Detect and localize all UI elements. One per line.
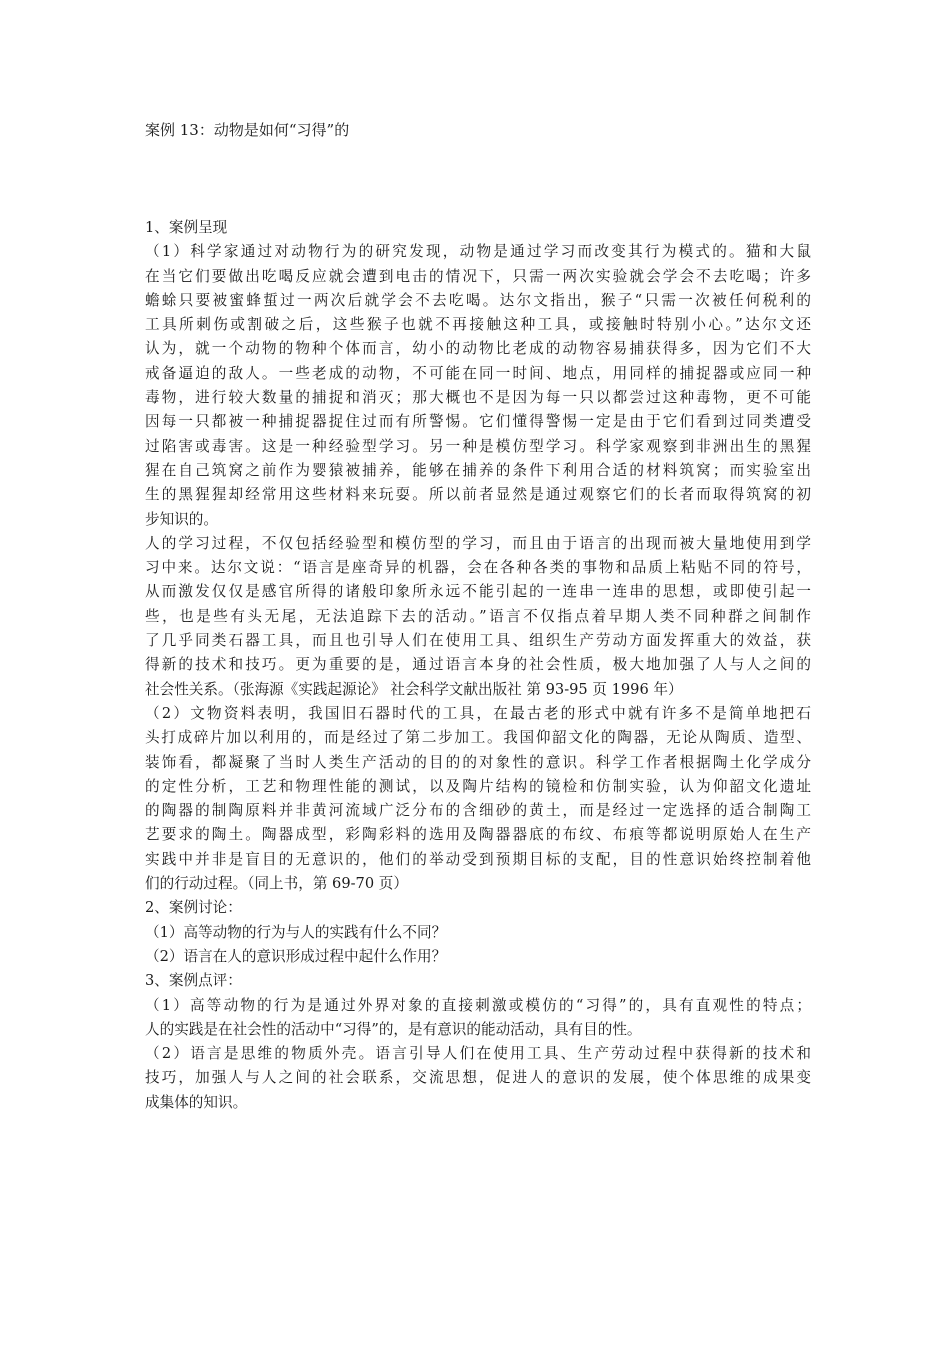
paragraph-line: 认为，就一个动物的物种个体而言，幼小的动物比老成的动物容易捕获得多，因为它们不大	[145, 340, 811, 358]
section-heading-case-presentation: 1、案例呈现	[145, 219, 228, 236]
section-heading-case-commentary: 3、案例点评：	[145, 972, 242, 990]
citation-line: 社会性关系。（张海源《实践起源论》 社会科学文献出版社 第 93-95 页 1996 年）	[145, 680, 683, 698]
paragraph-line: 从而激发仅仅是感官所得的诸般印象所永远不能引起的一连串一连串的思想，或即使引起一	[145, 583, 811, 601]
section-heading-case-discussion: 2、案例讨论：	[145, 899, 242, 917]
paragraph-line: （1）科学家通过对动物行为的研究发现，动物是通过学习而改变其行为模式的。猫和大鼠	[145, 243, 811, 261]
paragraph-line: 人的实践是在社会性的活动中“习得”的，是有意识的能动活动，具有目的性。	[145, 1020, 642, 1038]
discussion-question: （2）语言在人的意识形成过程中起什么作用？	[145, 947, 447, 965]
citation-line: 们的行动过程。（同上书，第 69-70 页）	[145, 875, 408, 893]
paragraph-line: 实践中并非是盲目的无意识的，他们的举动受到预期目标的支配，目的性意识始终控制着他	[145, 850, 811, 868]
paragraph-line: 猩在自己筑窝之前作为婴猿被捕养，能够在捕养的条件下利用合适的材料筑窝；而实验室出	[145, 461, 811, 479]
paragraph-line: 工具所刺伤或割破之后，这些猴子也就不再接触这种工具，或接触时特别小心。”达尔文还	[145, 316, 811, 334]
paragraph-line: 戒备逼迫的敌人。一些老成的动物，不可能在同一时间、地点，用同样的捕捉器或应同一种	[145, 364, 811, 382]
paragraph-line: 技巧，加强人与人之间的社会联系，交流思想，促进人的意识的发展，使个体思维的成果变	[145, 1069, 811, 1087]
paragraph-line: （2）语言是思维的物质外壳。语言引导人们在使用工具、生产劳动过程中获得新的技术和	[145, 1045, 811, 1063]
paragraph-line: （2）文物资料表明，我国旧石器时代的工具，在最古老的形式中就有许多不是简单地把石	[145, 704, 811, 722]
paragraph-line: 的定性分析，工艺和物理性能的测试，以及陶片结构的镜检和仿制实验，认为仰韶文化遗址	[145, 777, 811, 795]
paragraph-line: 习中来。达尔文说：“语言是座奇异的机器，会在各种各类的事物和品质上粘贴不同的符号，	[145, 559, 811, 577]
paragraph-line: 成集体的知识。	[145, 1093, 248, 1111]
paragraph-line: （1）高等动物的行为是通过外界对象的直接刺激或模仿的“习得”的，具有直观性的特点；	[145, 996, 811, 1014]
paragraph-line: 些，也是些有头无尾，无法追踪下去的活动。”语言不仅指点着早期人类不同种群之间制作	[145, 607, 811, 625]
paragraph-line: 人的学习过程，不仅包括经验型和模仿型的学习，而且由于语言的出现而被大量地使用到学	[145, 534, 811, 552]
paragraph-line: 生的黑猩猩却经常用这些材料来玩耍。所以前者显然是通过观察它们的长者而取得筑窝的初	[145, 486, 811, 504]
paragraph-line: 步知识的。	[145, 510, 218, 528]
paragraph-line: 过陷害或毒害。这是一种经验型学习。另一种是模仿型学习。科学家观察到非洲出生的黑猩	[145, 437, 811, 455]
document-title: 案例 13：动物是如何“习得”的	[145, 121, 350, 139]
paragraph-line: 在当它们要做出吃喝反应就会遭到电击的情况下，只需一两次实验就会学会不去吃喝；许多	[145, 267, 811, 285]
paragraph-line: 的陶器的制陶原料并非黄河流域广泛分布的含细砂的黄土，而是经过一定选择的适合制陶工	[145, 802, 811, 820]
paragraph-line: 因每一只都被一种捕捉器捉住过而有所警惕。它们懂得警惕一定是由于它们看到过同类遭受	[145, 413, 811, 431]
paragraph-line: 蟾蜍只要被蜜蜂蜇过一两次后就学会不去吃喝。达尔文指出，猴子“只需一次被任何税利的	[145, 291, 811, 309]
paragraph-line: 了几乎同类石器工具，而且也引导人们在使用工具、组织生产劳动方面发挥重大的效益，获	[145, 632, 811, 650]
paragraph-line: 得新的技术和技巧。更为重要的是，通过语言本身的社会性质，极大地加强了人与人之间的	[145, 656, 811, 674]
paragraph-line: 头打成碎片加以利用的，而是经过了第二步加工。我国仰韶文化的陶器，无论从陶质、造型、	[145, 729, 811, 747]
paragraph-line: 装饰看，都凝聚了当时人类生产活动的目的的对象性的意识。科学工作者根据陶土化学成分	[145, 753, 811, 771]
document-body	[145, 216, 811, 1115]
paragraph-line: 毒物，进行较大数量的捕捉和消灭；那大概也不是因为每一只以都尝过这种毒物，更不可能	[145, 389, 811, 407]
paragraph-line: 艺要求的陶土。陶器成型，彩陶彩料的选用及陶器器底的布纹、布痕等都说明原始人在生产	[145, 826, 811, 844]
discussion-question: （1）高等动物的行为与人的实践有什么不同？	[145, 923, 447, 941]
